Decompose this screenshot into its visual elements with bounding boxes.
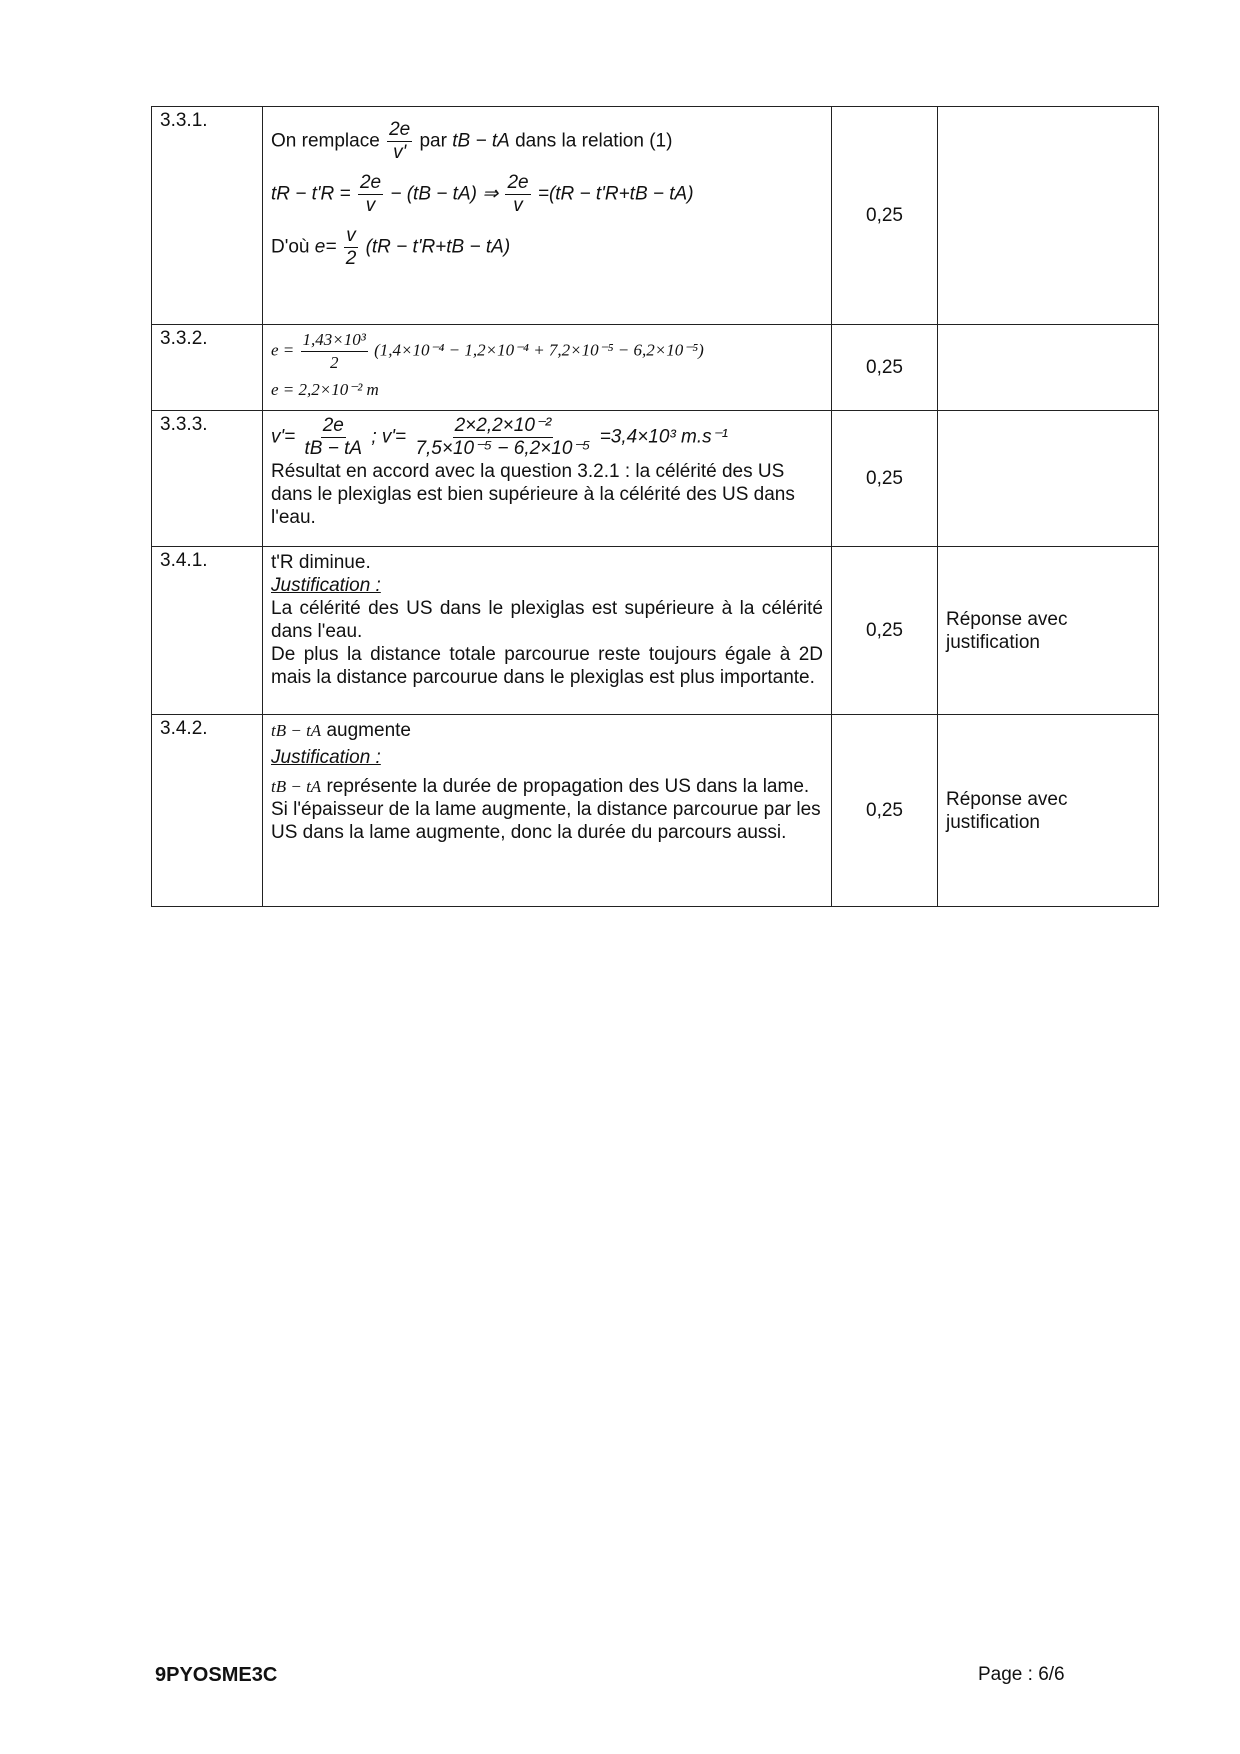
answer-line: tB − tA représente la durée de propagation des US dans la lame.: [271, 776, 810, 797]
points-cell: 0,25: [832, 715, 938, 907]
formula-line: D'où e= $\frac{v}{2}$ (tR − t'R+tB − tA): [271, 225, 511, 269]
fraction: $\frac{2e}{v}$: [507, 172, 529, 216]
answer-text: La célérité des US dans le plexiglas est supérieure à la célérité dans l'eau.: [271, 598, 823, 642]
table-row: [152, 715, 1159, 907]
answer-text: par: [419, 130, 447, 152]
answer-text: Si l'épaisseur de la lame augmente, la distance parcourue par les US dans la lame augmente, donc la durée du parcours aussi.: [271, 799, 821, 843]
answer-cell: [263, 715, 832, 907]
table-row: [152, 547, 1159, 715]
answer-cell: [263, 107, 832, 325]
document-code: 9PYOSME3C: [155, 1664, 278, 1686]
question-number: 3.4.2.: [152, 715, 263, 907]
answer-text: De plus la distance totale parcourue reste toujours égale à 2D mais la distance parcourue dans le plexiglas est plus importante.: [271, 644, 823, 688]
note-cell: [938, 107, 1159, 325]
fraction: $\frac{2e}{v'}$: [389, 119, 411, 163]
answer-text: On remplace: [271, 130, 380, 152]
answer-line: tB − tA augmente: [271, 720, 411, 741]
fraction: $\frac{2e}{tB - tA}$: [304, 415, 363, 459]
points-cell: 0,25: [832, 547, 938, 715]
answer-cell: [263, 325, 832, 411]
formula-line: e = $\frac{\text{1,43×10³}}{2}$ (1,4×10⁻⁴ − 1,2×10⁻⁴ + 7,2×10⁻⁵ − 6,2×10⁻⁵): [271, 330, 704, 372]
justification-label: Justification :: [271, 747, 381, 768]
table-row: [152, 411, 1159, 547]
question-number: 3.3.1.: [152, 107, 263, 325]
question-number: 3.3.2.: [152, 325, 263, 411]
note-cell: [938, 411, 1159, 547]
table-row: [152, 325, 1159, 411]
answer-text: dans la relation (1): [515, 130, 673, 152]
note-cell: [938, 325, 1159, 411]
points-cell: 0,25: [832, 325, 938, 411]
answer-text: Résultat en accord avec la question 3.2.1 : la célérité des US dans le plexiglas est bien supérieure à la célérité des US dans l'eau.: [271, 461, 795, 528]
page-number: Page : 6/6: [978, 1664, 1065, 1685]
answer-cell: [263, 547, 832, 715]
answer-line: [271, 119, 823, 164]
answer-text: t'R diminue.: [271, 552, 371, 573]
formula: tB − tA: [452, 130, 510, 152]
fraction: $\frac{v}{2}$: [345, 225, 357, 269]
note-cell: Réponse avec justification: [938, 715, 1159, 907]
note-cell: Réponse avec justification: [938, 547, 1159, 715]
formula-line: v'= $\frac{2e}{tB - tA}$ ; v'= $\frac{\text{2×2,2×10⁻²}}{\text{7,5×10⁻⁵ − 6,2×10⁻⁵}}$ =3,4×10³ m.s⁻¹: [271, 415, 729, 459]
table-row: [152, 107, 1159, 325]
justification-label: Justification :: [271, 575, 381, 596]
question-number: 3.4.1.: [152, 547, 263, 715]
fraction: $\frac{\text{1,43×10³}}{2}$: [302, 330, 366, 372]
fraction: $\frac{\text{2×2,2×10⁻²}}{\text{7,5×10⁻⁵ − 6,2×10⁻⁵}}$: [415, 415, 591, 459]
fraction: $\frac{2e}{v}$: [359, 172, 382, 216]
question-number: 3.3.3.: [152, 411, 263, 547]
points-cell: 0,25: [832, 411, 938, 547]
points-cell: 0,25: [832, 107, 938, 325]
correction-table: [151, 106, 1159, 907]
answer-cell: [263, 411, 832, 547]
formula-line: tR − t'R = $\frac{2e}{v}$ − (tB − tA) ⇒ $\frac{2e}{v}$ =(tR − t'R+tB − tA): [271, 172, 694, 216]
formula-line: e = 2,2×10⁻² m: [271, 380, 379, 399]
